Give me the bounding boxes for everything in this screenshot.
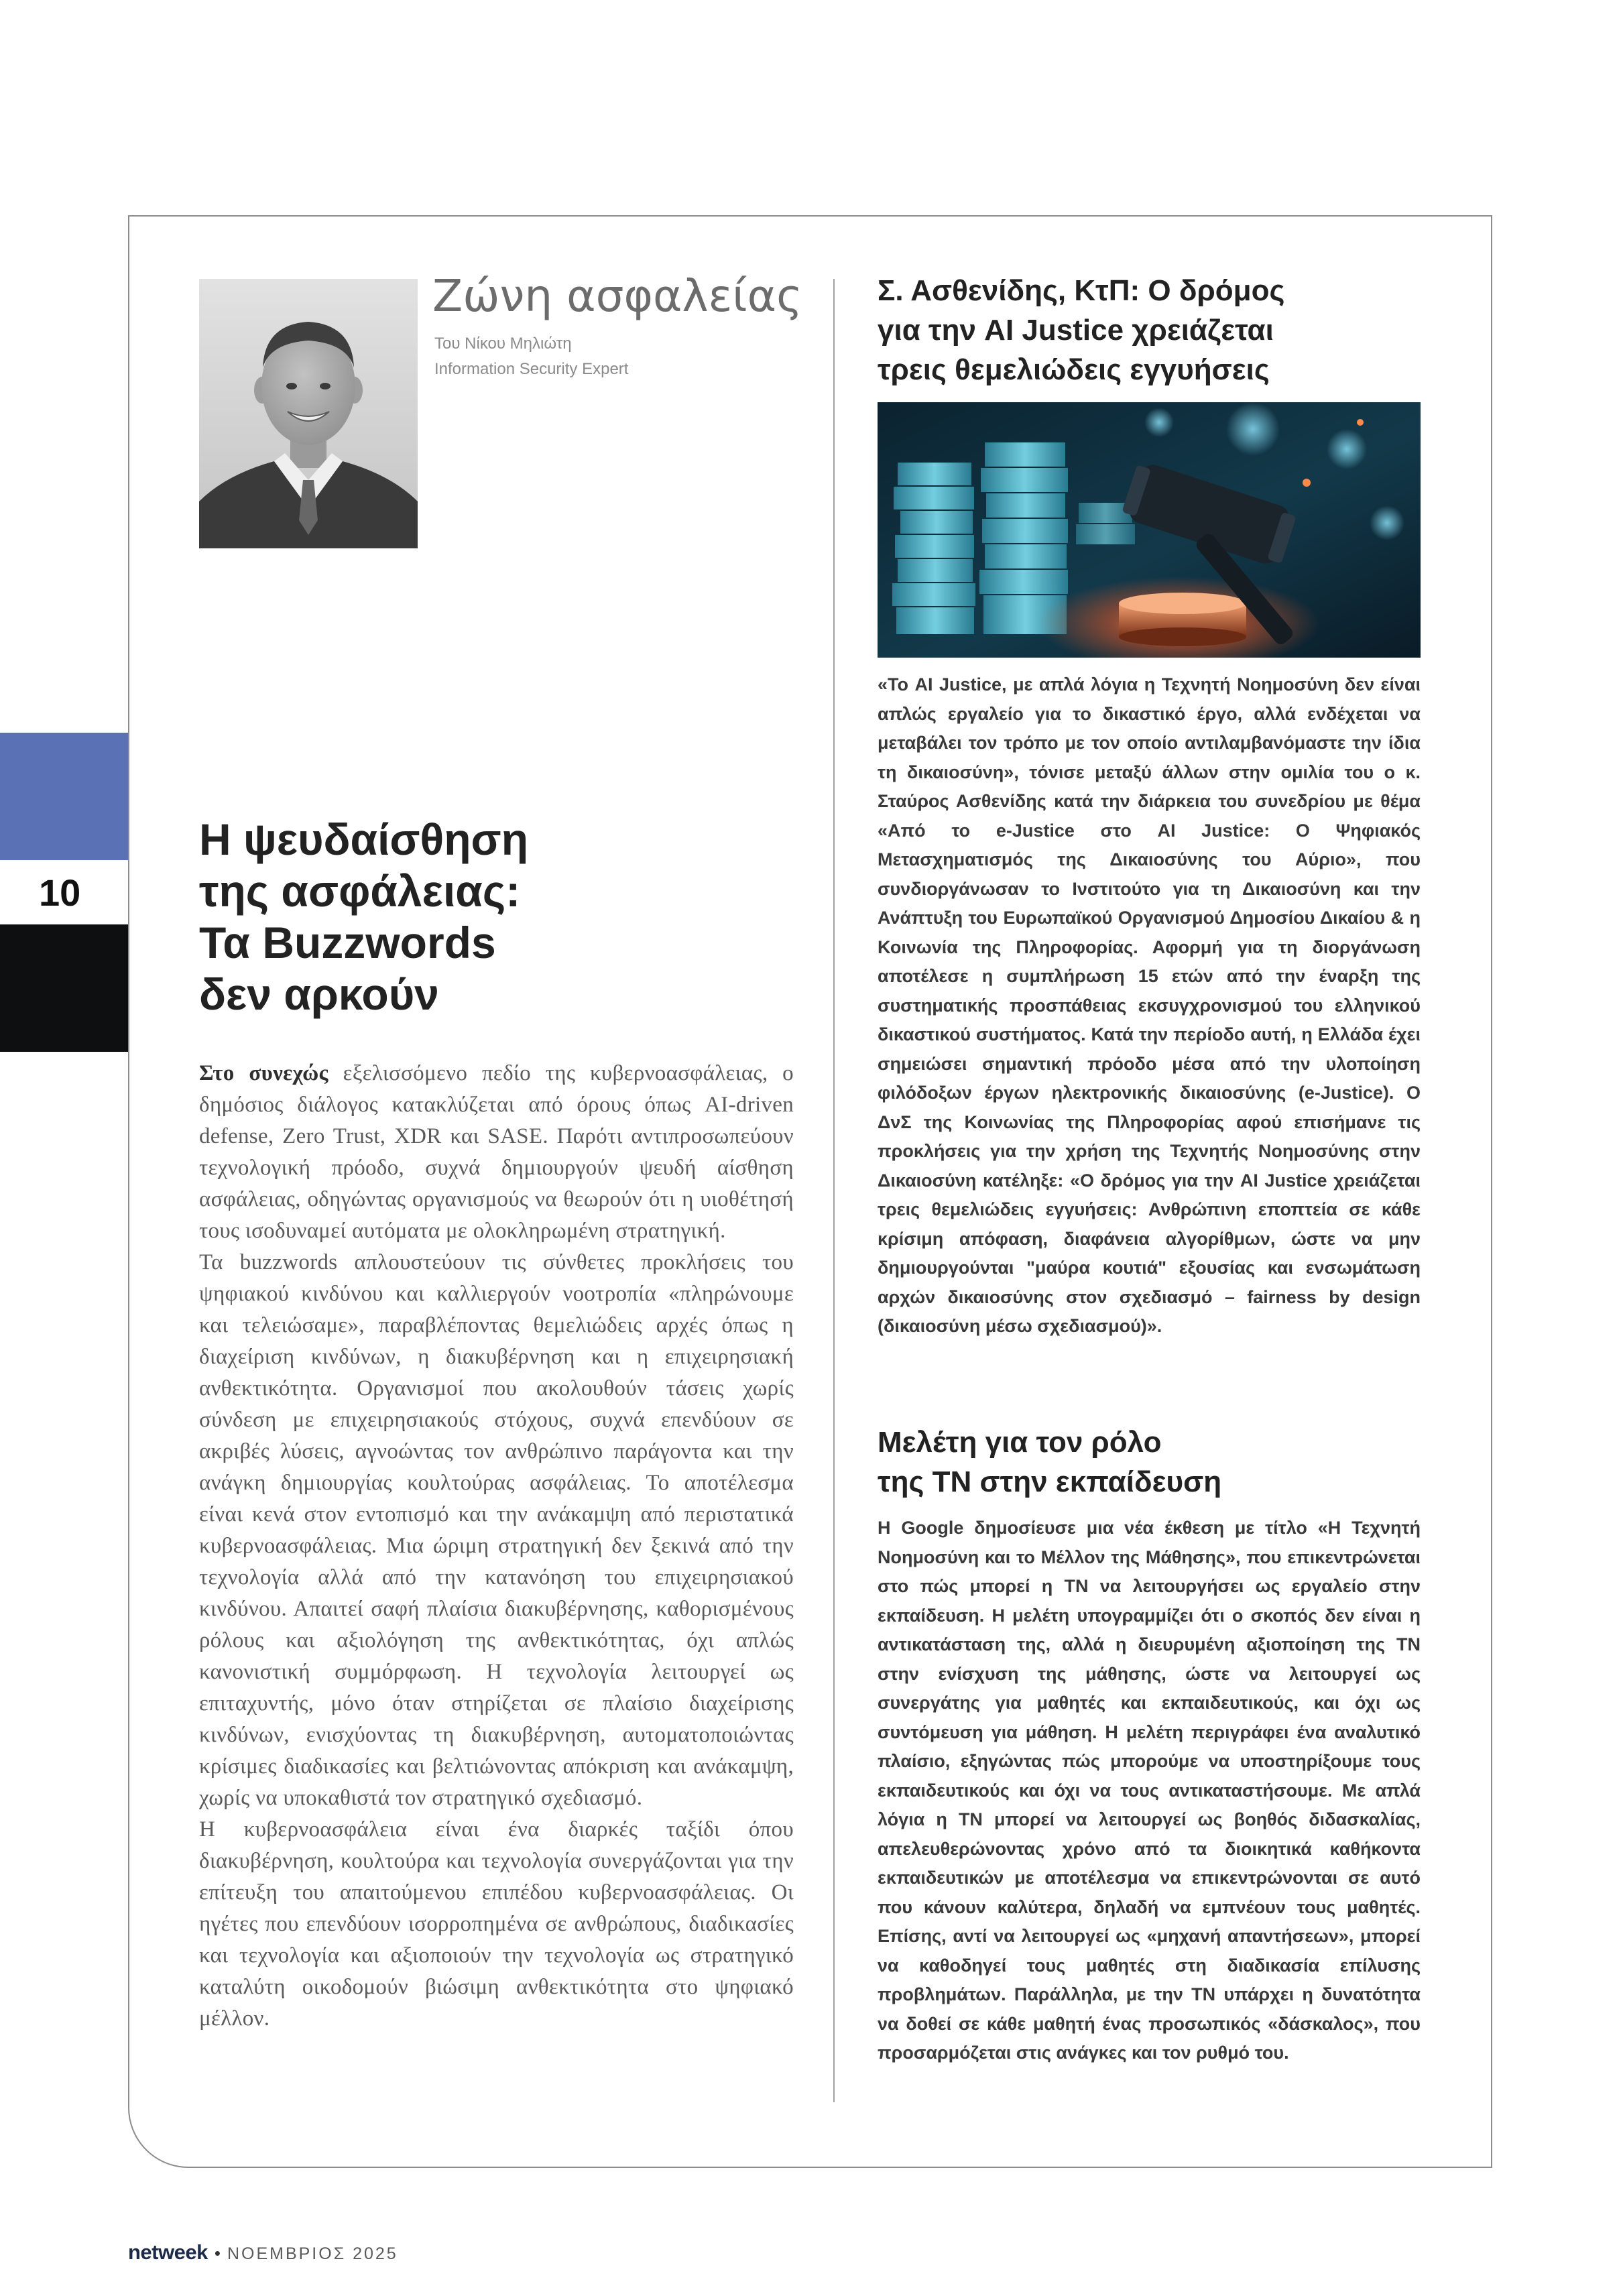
headline-line: δεν αρκούν [199,969,439,1019]
gavel-books-illustration [878,402,1421,658]
page-tab-black [0,924,128,1052]
headline-line: για την AI Justice χρειάζεται [878,314,1274,347]
headline-line: της ασφάλειας: [199,866,521,916]
page-number: 10 [39,871,81,914]
page-footer [128,2238,731,2267]
right-article-1-headline [878,271,1421,389]
left-article-headline [199,814,794,1020]
author-role: Information Security Expert [434,360,629,378]
author-photo [199,279,418,548]
body-paragraph: Τα buzzwords απλουστεύουν τις σύνθετες προκλήσεις του ψηφιακού κινδύνου και καλλιεργούν νοοτροπία «πληρώνουμε και τελειώσαμε», παραβλέποντας θεμελιώδεις αρχές όπως η διαχείριση κινδύνων, η διακυβέρνηση και η επιχειρησιακή ανθεκτικότητα. Οργανισμοί που ακολουθούν τάσεις χωρίς σύνδεση με επιχειρησιακούς στόχους, συχνά επενδύουν σε ακριβές λύσεις, αγνοώντας τον ανθρώπινο παράγοντα και την ανάγκη δημιουργίας κουλτούρας ασφάλειας. Το αποτέλεσμα είναι κενά στον εντοπισμό και την ανάκαμψη από περιστατικά κυβερνοασφάλειας. Μια ώριμη στρατηγική δεν ξεκινά από την τεχνολογία αλλά από την κατανόηση του επιχειρησιακού κινδύνου. Απαιτεί σαφή πλαίσια διακυβέρνησης, καθορισμένους ρόλους και αξιολόγηση της ανθεκτικότητας, όχι απλώς κανονιστική συμμόρφωση. Η τεχνολογία λειτουργεί ως επιταχυντής, μόνο όταν στηρίζεται σε πλαίσιο διαχείρισης κινδύνων, ενισχύοντας τη διακυβέρνηση, αυτοματοποιώντας κρίσιμες διαδικασίες και βελτιώνοντας απόκριση και ανάκαμψη, χωρίς να υποκαθιστά τον στρατηγικό σχεδιασμό. [199,1250,794,1810]
issue-date: ΝΟΕΜΒΡΙΟΣ 2025 [227,2244,398,2263]
page-tab-blue [0,733,128,860]
body-paragraph: Η κυβερνοασφάλεια είναι ένα διαρκές ταξίδι όπου διακυβέρνηση, κουλτούρα και τεχνολογία συνεργάζονται για την επίτευξη του απαιτούμενου επιπέδου κυβερνοασφάλειας. Οι ηγέτες που επενδύουν ισορροπημένα σε ανθρώπους, διαδικασίες και τεχνολογία και αξιοποιούν την τεχνολογία ως στρατηγικό καταλύτη οικοδομούν βιώσιμη ανθεκτικότητα στο ψηφιακό μέλλον. [199,1817,794,2031]
headline-line: Σ. Ασθενίδης, ΚτΠ: Ο δρόμος [878,274,1285,307]
headline-line: τρεις θεμελιώδεις εγγυήσεις [878,353,1270,386]
body-paragraph: Η Google δημοσίευσε μια νέα έκθεση με τίτλο «Η Τεχνητή Νοημοσύνη και το Μέλλον της Μάθησης», που επικεντρώνεται στο πώς μπορεί η ΤΝ να λειτουργήσει ως εργαλείο στην εκπαίδευση. Η μελέτη υπογραμμίζει ότι ο σκοπός δεν είναι η αντικατάσταση της, αλλά η διευρυμένη αξιοποίηση της ΤΝ στην ενίσχυση της μάθησης, ώστε να λειτουργεί ως συνεργάτης για μαθητές και εκπαιδευτικούς, και όχι ως συντόμευση για μάθηση. Η μελέτη περιγράφει ένα αναλυτικό πλαίσιο, εξηγώντας πώς μπορούμε να υποστηρίξουμε τους εκπαιδευτικούς και όχι να τους αντικαταστήσουμε. Με απλά λόγια η ΤΝ μπορεί να λειτουργεί ως βοηθός διδασκαλίας, απελευθερώνοντας χρόνο από τα διοικητικά καθήκοντα εκπαιδευτικών με αποτέλεσμα να επικεντρώνονται σε αυτό που κάνουν καλύτερα, δηλαδή να εμπνέουν τους μαθητές. Επίσης, αντί να λειτουργεί ως «μηχανή απαντήσεων», μπορεί να καθοδηγεί τους μαθητές στη διαδικασία επίλυσης προβλημάτων. Παράλληλα, με την ΤΝ υπάρχει η δυνατότητα να δοθεί σε κάθε μαθητή ένας προσωπικός «δάσκαλος», που προσαρμόζεται στις ανάγκες και τον ρυθμό του. [878,1518,1421,2063]
headline-line: Τα Buzzwords [199,918,496,967]
headline-line: Μελέτη για τον ρόλο [878,1426,1162,1459]
footer-separator: • [214,2243,221,2263]
magazine-brand: netweek [128,2240,208,2264]
column-title: Ζώνη ασφαλείας [432,270,802,322]
paragraph-text: εξελισσόμενο πεδίο της κυβερνοασφάλειας, ο δημόσιος διάλογος κατακλύζεται από όρους όπως AI-driven defense, Zero Trust, XDR και SASE. Παρότι αντιπροσωπεύουν τεχνολογική πρόοδο, συχνά δημιουργούν ψευδή αίσθηση ασφάλειας, οδηγώντας οργανισμούς να θεωρούν ότι η υιοθέτησή τους ισοδυναμεί αυτόματα με ολοκληρωμένη στρατηγική. [199,1061,794,1243]
right-article-2-body [878,1514,1421,2104]
lead-in: Στο συνεχώς [199,1061,328,1085]
author-byline [434,331,783,382]
right-article-2-headline [878,1423,1421,1502]
ai-justice-article-image [878,402,1421,658]
body-paragraph: «Το AI Justice, με απλά λόγια η Τεχνητή Νοημοσύνη δεν είναι απλώς εργαλείο για το δικαστικό έργο, αλλά ενδέχεται να μεταβάλει τον τρόπο με τον οποίο αντιλαμβανόμαστε την ίδια τη δικαιοσύνη», τόνισε μεταξύ άλλων στην ομιλία του ο κ. Σταύρος Ασθενίδης κατά την διάρκεια του συνεδρίου με θέμα «Από το e-Justice στο AI Justice: Ο Ψηφιακός Μετασχηματισμός της Δικαιοσύνης του Αύριο», που συνδιοργάνωσαν το Ινστιτούτο για τη Δικαιοσύνη και την Ανάπτυξη του Ευρωπαϊκού Οργανισμού Δημοσίου Δικαίου & η Κοινωνία της Πληροφορίας. Αφορμή για τη διοργάνωση αποτέλεσε η συμπλήρωση 15 ετών από την έναρξη της συστηματικής προσπάθειας εκσυγχρονισμού του ελληνικού δικαστικού συστήματος. Κατά την περίοδο αυτή, η Ελλάδα έχει σημειώσει σημαντική πρόοδο μέσα από την υλοποίηση φιλόδοξων έργων ηλεκτρονικής δικαιοσύνης (e-Justice). Ο ΔνΣ της Κοινωνίας της Πληροφορίας αφού επισήμανε τις προκλήσεις για την χρήση της Τεχνητής Νοημοσύνης στην Δικαιοσύνη κατέληξε: «Ο δρόμος για την AI Justice χρειάζεται τρεις θεμελιώδεις εγγυήσεις: Ανθρώπινη εποπτεία σε κάθε κρίσιμη απόφαση, διαφάνεια αλγορίθμων, ώστε να μην δημιουργούνται "μαύρα κουτιά" εξουσίας και ενσωμάτωση αρχών δικαιοσύνης στον σχεδιασμό – fairness by design (δικαιοσύνη μέσω σχεδιασμού)». [878,674,1421,1336]
author-portrait-image [199,279,418,548]
headline-line: Η ψευδαίσθηση [199,814,529,864]
author-name: Του Νίκου Μηλιώτη [434,335,572,353]
headline-line: της ΤΝ στην εκπαίδευση [878,1465,1222,1498]
column-divider [833,279,835,2102]
right-article-1-body [878,670,1421,1349]
left-article-body [199,1058,794,2110]
body-paragraph [199,1058,794,1247]
